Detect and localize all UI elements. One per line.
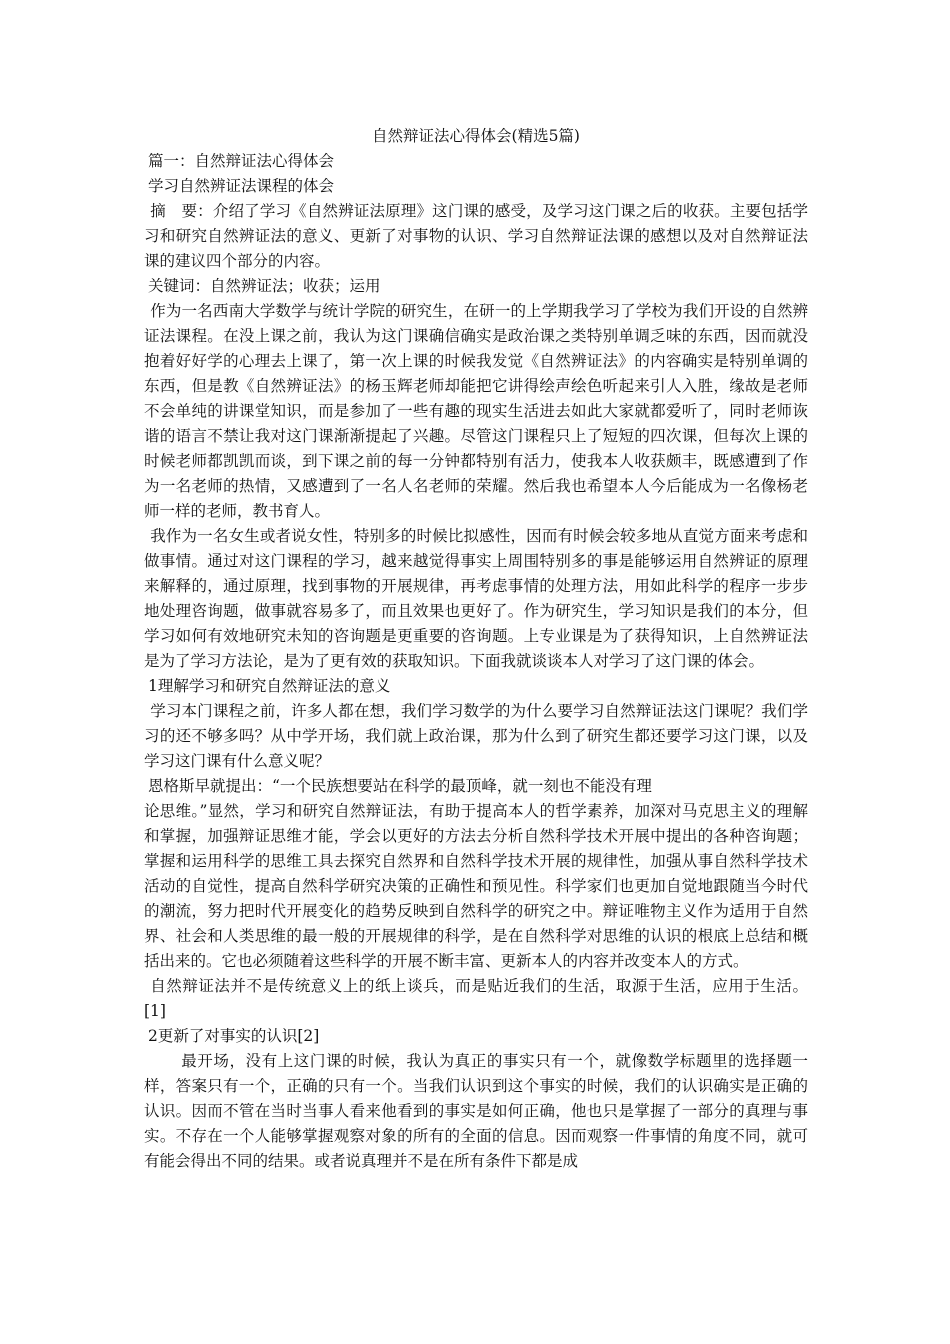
body-paragraph: 学习本门课程之前，许多人都在想，我们学习数学的为什么要学习自然辩证法这门课呢？我们学习的还不够多吗？从中学开场，我们就上政治课，那为什么到了研究生都还要学习这门课，以及学习这门课有什么意义呢？ [144,702,808,770]
body-paragraph: 最开场，没有上这门课的时候，我认为真正的事实只有一个，就像数学标题里的选择题一样，答案只有一个，正确的只有一个。当我们认识到这个事实的时候，我们的认识确实是正确的认识。因而不管在当时当事人看来他看到的事实是如何正确，他也只是掌握了一部分的真理与事实。不存在一个人能够掌握观察对象的所有的全面的信息。因而观察一件事情的角度不同，就可有能会得出不同的结果。或者说真理并不是在所有条件下都是成 [144,1052,808,1170]
document-title: 自然辩证法心得体会(精选5篇) [372,127,580,145]
body-paragraph: 作为一名西南大学数学与统计学院的研究生，在研一的上学期我学习了学校为我们开设的自然辨证法课程。在没上课之前，我认为这门课确信确实是政治课之类特别单调乏味的东西，因而就没抱着好好学的心理去上课了，第一次上课的时候我发觉《自然辨证法》的内容确实是特别单调的东西，但是教《自然辨证法》的杨玉辉老师却能把它讲得绘声绘色听起来引人入胜，缘故是老师不会单纯的讲课堂知识，而是参加了一些有趣的现实生活进去如此大家就都爱听了，同时老师诙谐的语言不禁让我对这门课渐渐提起了兴趣。尽管这门课程只上了短短的四次课，但每次上课的时候老师都凯凯而谈，到下课之前的每一分钟都特别有活力，使我本人收获颇丰，既感遭到了作为一名老师的热情，又感遭到了一名人名老师的荣耀。然后我也希望本人今后能成为一名像杨老师一样的老师，教书育人。 [144,302,808,520]
keywords-line: 关键词：自然辨证法；收获；运用 [148,277,381,295]
body-paragraph: 论思维。”显然，学习和研究自然辩证法，有助于提高本人的哲学素养，加深对马克思主义的理解和掌握，加强辩证思维才能，学会以更好的方法去分析自然科学技术开展中提出的各种咨询题；掌握和运用科学的思维工具去探究自然界和自然科学技术开展的规律性，加强从事自然科学技术活动的自觉性，提高自然科学研究决策的正确性和预见性。科学家们也更加自觉地跟随当今时代的潮流，努力把时代开展变化的趋势反映到自然科学的研究之中。辩证唯物主义作为适用于自然界、社会和人类思维的最一般的开展规律的科学，是在自然科学对思维的认识的根底上总结和概括出来的。它也必须随着这些科学的开展不断丰富、更新本人的内容并改变本人的方式。 [144,802,808,970]
body-paragraph: 自然辩证法并不是传统意义上的纸上谈兵，而是贴近我们的生活，取源于生活，应用于生活。 [1] [144,977,808,1020]
quote-line: 恩格斯早就提出：“一个民族想要站在科学的最顶峰，就一刻也不能没有理 [148,777,652,795]
document-page [144,120,808,1174]
section-heading: 2更新了对事实的认识[2] [148,1027,320,1045]
section-heading: 1理解学习和研究自然辩证法的意义 [148,677,391,695]
abstract-paragraph: 摘 要：介绍了学习《自然辨证法原理》这门课的感受，及学习这门课之后的收获。主要包括学习和研究自然辨证法的意义、更新了对事物的认识、学习自然辩证法课的感想以及对自然辩证法课的建议四个部分的内容。 [144,202,808,270]
body-paragraph: 我作为一名女生或者说女性，特别多的时候比拟感性，因而有时候会较多地从直觉方面来考虑和做事情。通过对这门课程的学习，越来越觉得事实上周围特别多的事是能够运用自然辨证的原理来解释的，通过原理，找到事物的开展规律，再考虑事情的处理方法，用如此科学的程序一步步地处理咨询题，做事就容易多了，而且效果也更好了。作为研究生，学习知识是我们的本分，但学习如何有效地研究未知的咨询题是更重要的咨询题。上专业课是为了获得知识，上自然辨证法是为了学习方法论，是为了更有效的获取知识。下面我就谈谈本人对学习了这门课的体会。 [144,527,808,670]
article-subtitle: 学习自然辨证法课程的体会 [148,177,335,195]
part-heading: 篇一：自然辩证法心得体会 [148,152,335,170]
